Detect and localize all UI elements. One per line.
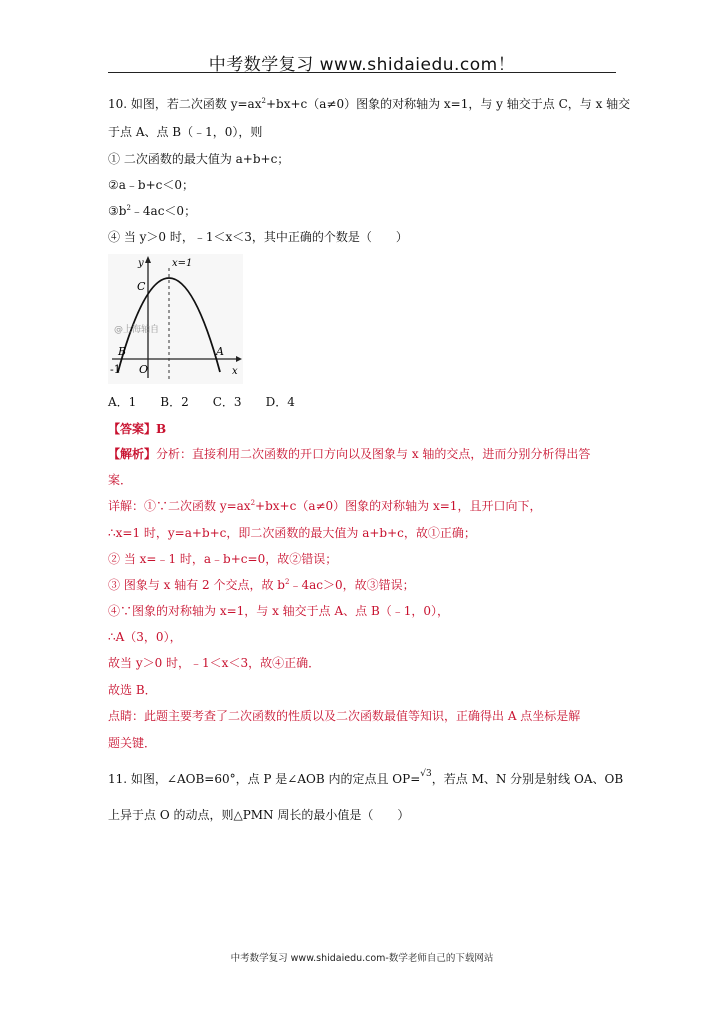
analysis-text: 分析：直接利用二次函数的开口方向以及图象与 x 轴的交点，进而分别分析得出答 — [156, 447, 591, 461]
q10-choices: A．1 B．2 C．3 D．4 — [108, 395, 295, 409]
detail-line6: ∴A（3，0）， — [108, 630, 182, 644]
header-rule — [108, 72, 616, 73]
q10-line1-sup: 2 — [261, 97, 266, 105]
page-header: 中考数学复习 www.shidaiedu.com！ — [208, 55, 516, 75]
detail-line8: 故选 B． — [108, 683, 157, 697]
analysis-line1 — [108, 446, 590, 462]
q11-line1-b: ，若点 M、N 分别是射线 OA、OB — [431, 772, 624, 786]
label-x: x — [232, 366, 238, 377]
q10-option-2: ②a﹣b+c＜0； — [108, 178, 195, 192]
parabola-figure — [108, 254, 243, 384]
analysis-line2: 案． — [108, 473, 133, 487]
detail-line1-b: +bx+c（a≠0）图象的对称轴为 x=1，且开口向下， — [255, 499, 542, 513]
detail-line7: 故当 y＞0 时，﹣1＜x＜3，故④正确． — [108, 656, 321, 670]
detail-line3: ② 当 x=﹣1 时，a﹣b+c=0，故②错误； — [108, 552, 338, 566]
analysis-tag: 【解析】 — [108, 447, 157, 461]
detail-line4-b: ﹣4ac＞0，故③错误； — [289, 578, 415, 592]
q10-option-3-sup: 2 — [126, 204, 131, 212]
q10-line1-a: 10. 如图，若二次函数 y=ax — [108, 97, 262, 111]
label-y: y — [138, 258, 144, 269]
detail-line4-a: ③ 图象与 x 轴有 2 个交点，故 b — [108, 578, 285, 592]
detail-line9: 点睛：此题主要考查了二次函数的性质以及二次函数最值等知识，正确得出 A 点坐标是解 — [108, 709, 581, 723]
q10-option-3 — [108, 203, 196, 219]
q11-line1 — [108, 771, 623, 789]
label-x-equals-1: x=1 — [172, 258, 193, 269]
label-a: A — [216, 345, 224, 358]
detail-line1-a: 详解：①∵二次函数 y=ax — [108, 499, 251, 513]
detail-line4 — [108, 577, 415, 593]
figure-watermark: @上海轴自 — [114, 325, 160, 335]
detail-line4-sup: 2 — [284, 578, 290, 586]
q10-option-1: ① 二次函数的最大值为 a+b+c； — [108, 152, 290, 166]
label-c: C — [137, 280, 146, 293]
q10-line2: 于点 A、点 B（﹣1，0），则 — [108, 125, 263, 139]
q11-line1-a: 11. 如图，∠AOB=60°，点 P 是∠AOB 内的定点且 OP= — [108, 772, 421, 786]
page-footer: 中考数学复习 www.shidaiedu.com-数学老师自己的下载网站 — [230, 953, 494, 964]
answer-tag: 【答案】B — [108, 422, 167, 436]
detail-line2: ∴x=1 时，y=a+b+c，即二次函数的最大值为 a+b+c，故①正确； — [108, 526, 476, 540]
q10-option-3-a: ③b — [108, 204, 127, 218]
label-o: O — [139, 363, 149, 376]
detail-line5: ④∵图象的对称轴为 x=1，与 x 轴交于点 A、点 B（﹣1，0）， — [108, 604, 450, 618]
label-neg1: -1 — [110, 363, 121, 376]
q10-line1-b: +bx+c（a≠0）图象的对称轴为 x=1，与 y 轴交于点 C，与 x 轴交 — [265, 97, 631, 111]
q11-line2: 上异于点 O 的动点，则△PMN 周长的最小值是（ ） — [108, 808, 410, 822]
q11-sqrt: √3 — [420, 769, 432, 779]
label-b: B — [118, 345, 127, 358]
detail-line1 — [108, 498, 541, 514]
q10-line1 — [108, 96, 630, 112]
q10-option-4: ④ 当 y＞0 时，﹣1＜x＜3，其中正确的个数是（ ） — [108, 230, 408, 244]
q10-option-3-b: ﹣4ac＜0； — [130, 204, 197, 218]
detail-line1-sup: 2 — [250, 499, 256, 507]
detail-line10: 题关键． — [108, 736, 157, 750]
